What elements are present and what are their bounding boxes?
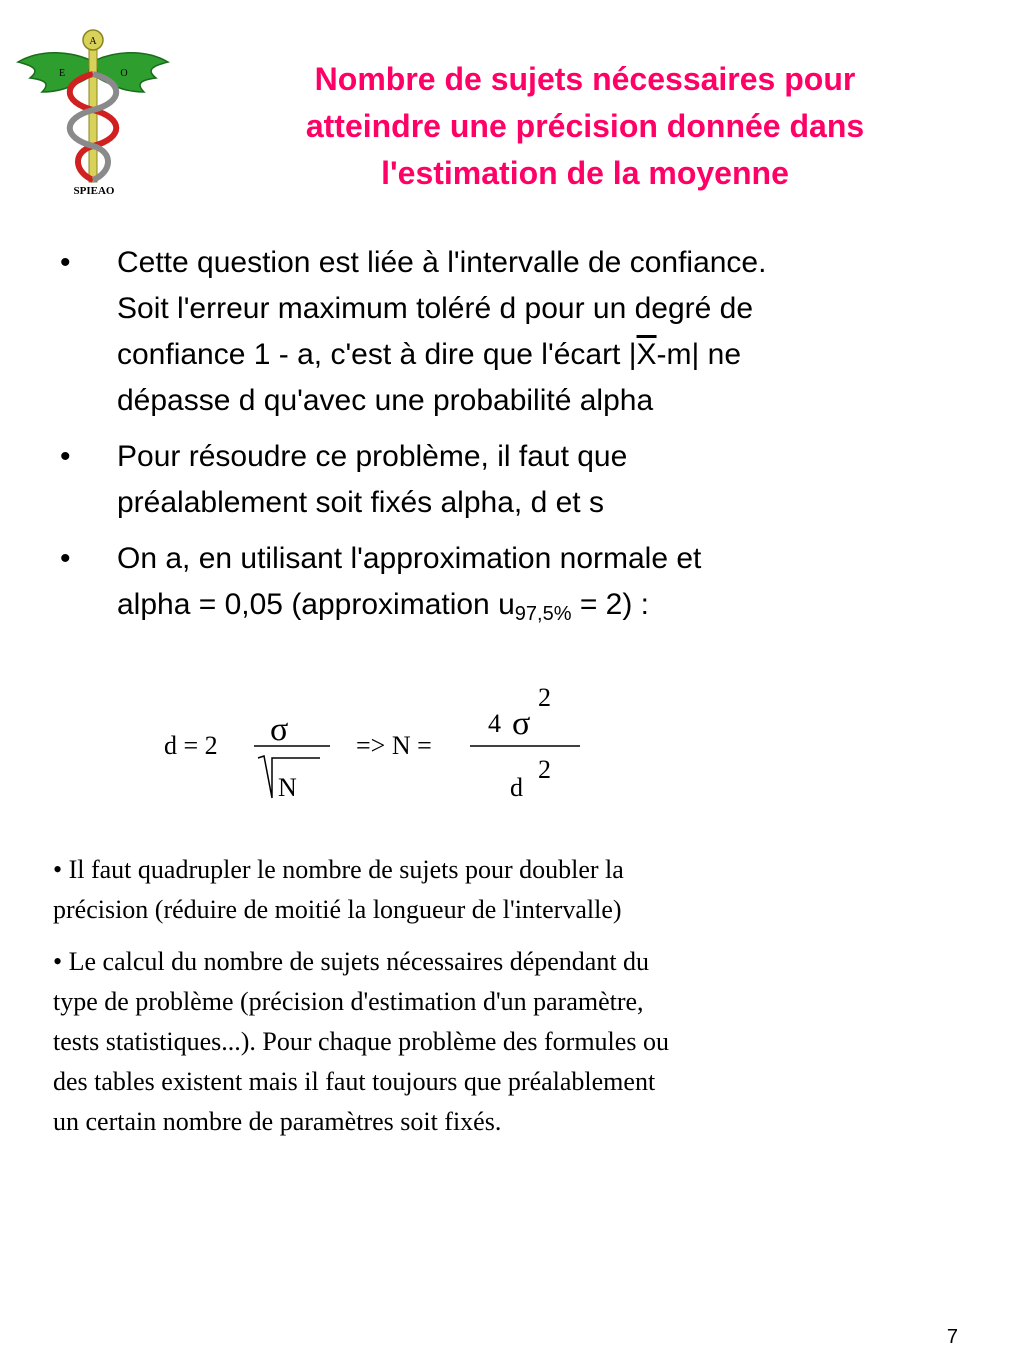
bullet-item-1 xyxy=(0,240,957,424)
bullet-2-line-1: Pour résoudre ce problème, il faut que xyxy=(117,440,628,473)
bullet-3-line-2 xyxy=(117,582,957,628)
bullet-item-3 xyxy=(0,536,957,628)
formula-arrow: => N = xyxy=(356,731,432,760)
logo-letter-o: O xyxy=(120,68,128,79)
logo-caption: SPIEAO xyxy=(73,185,115,197)
bullet-item-2 xyxy=(0,434,957,526)
bullet-marker: • xyxy=(60,542,71,575)
note-2-line-2: type de problème (précision d'estimation d'un paramètre, xyxy=(53,987,644,1016)
bullet-3-line-2-pre: alpha = 0,05 (approximation u xyxy=(117,588,515,621)
logo-letter-a: A xyxy=(89,36,97,47)
note-2-line-5: un certain nombre de paramètres soit fixés. xyxy=(53,1107,502,1136)
x-bar-symbol: $\overline{X}$ xyxy=(636,338,657,371)
bullet-1-line-3 xyxy=(117,332,957,378)
note-2-line-4: des tables existent mais il faut toujours que préalablement xyxy=(53,1067,656,1096)
bullet-list xyxy=(0,240,1024,638)
right-wing-shape xyxy=(96,53,168,92)
formula-sigma-2: σ xyxy=(512,705,531,742)
subscript-975: 97,5% xyxy=(514,603,572,625)
bullet-marker: • xyxy=(60,246,71,279)
note-2 xyxy=(53,942,903,1142)
note-1 xyxy=(53,850,903,930)
sample-size-formula xyxy=(160,680,600,810)
bullet-1-line-4: dépasse d qu'avec une probabilité alpha xyxy=(117,384,654,417)
title-line-3: l'estimation de la moyenne xyxy=(381,155,789,191)
page-number: 7 xyxy=(946,1326,958,1348)
formula-lhs: d = 2 xyxy=(164,731,218,760)
formula-den: d xyxy=(510,773,523,802)
bullet-1-line-3-pre: confiance 1 - a, c'est à dire que l'écart | xyxy=(117,338,637,371)
title-line-2: atteindre une précision donnée dans xyxy=(305,108,865,144)
spieao-logo xyxy=(12,22,172,197)
bullet-3-line-2-post: = 2) : xyxy=(571,588,650,621)
bullet-1-line-2: Soit l'erreur maximum toléré d pour un degré de xyxy=(117,292,754,325)
formula-sigma: σ xyxy=(270,711,289,748)
title-line-1: Nombre de sujets nécessaires pour xyxy=(314,61,856,97)
bullet-1-line-3-post: -m| ne xyxy=(656,338,742,371)
bullet-2-line-2: préalablement soit fixés alpha, d et s xyxy=(117,486,604,519)
note-1-line-2: précision (réduire de moitié la longueur de l'intervalle) xyxy=(53,895,622,924)
bullet-1-line-1: Cette question est liée à l'intervalle de confiance. xyxy=(117,246,767,279)
formula-exp-den: 2 xyxy=(538,755,551,784)
bullet-3-line-1: On a, en utilisant l'approximation normale et xyxy=(117,542,702,575)
logo-letter-e: E xyxy=(58,68,66,79)
bullet-marker: • xyxy=(60,440,71,473)
formula-exp-num: 2 xyxy=(538,683,551,712)
formula-radicand: N xyxy=(278,773,297,802)
note-2-line-3: tests statistiques...). Pour chaque problème des formules ou xyxy=(53,1027,669,1056)
slide-title xyxy=(230,56,940,197)
note-2-line-1: • Le calcul du nombre de sujets nécessaires dépendant du xyxy=(53,947,650,976)
note-1-line-1: • Il faut quadrupler le nombre de sujets pour doubler la xyxy=(53,855,624,884)
left-wing-shape xyxy=(18,53,90,92)
notes-section xyxy=(53,850,903,1154)
formula-coef: 4 xyxy=(488,709,501,738)
